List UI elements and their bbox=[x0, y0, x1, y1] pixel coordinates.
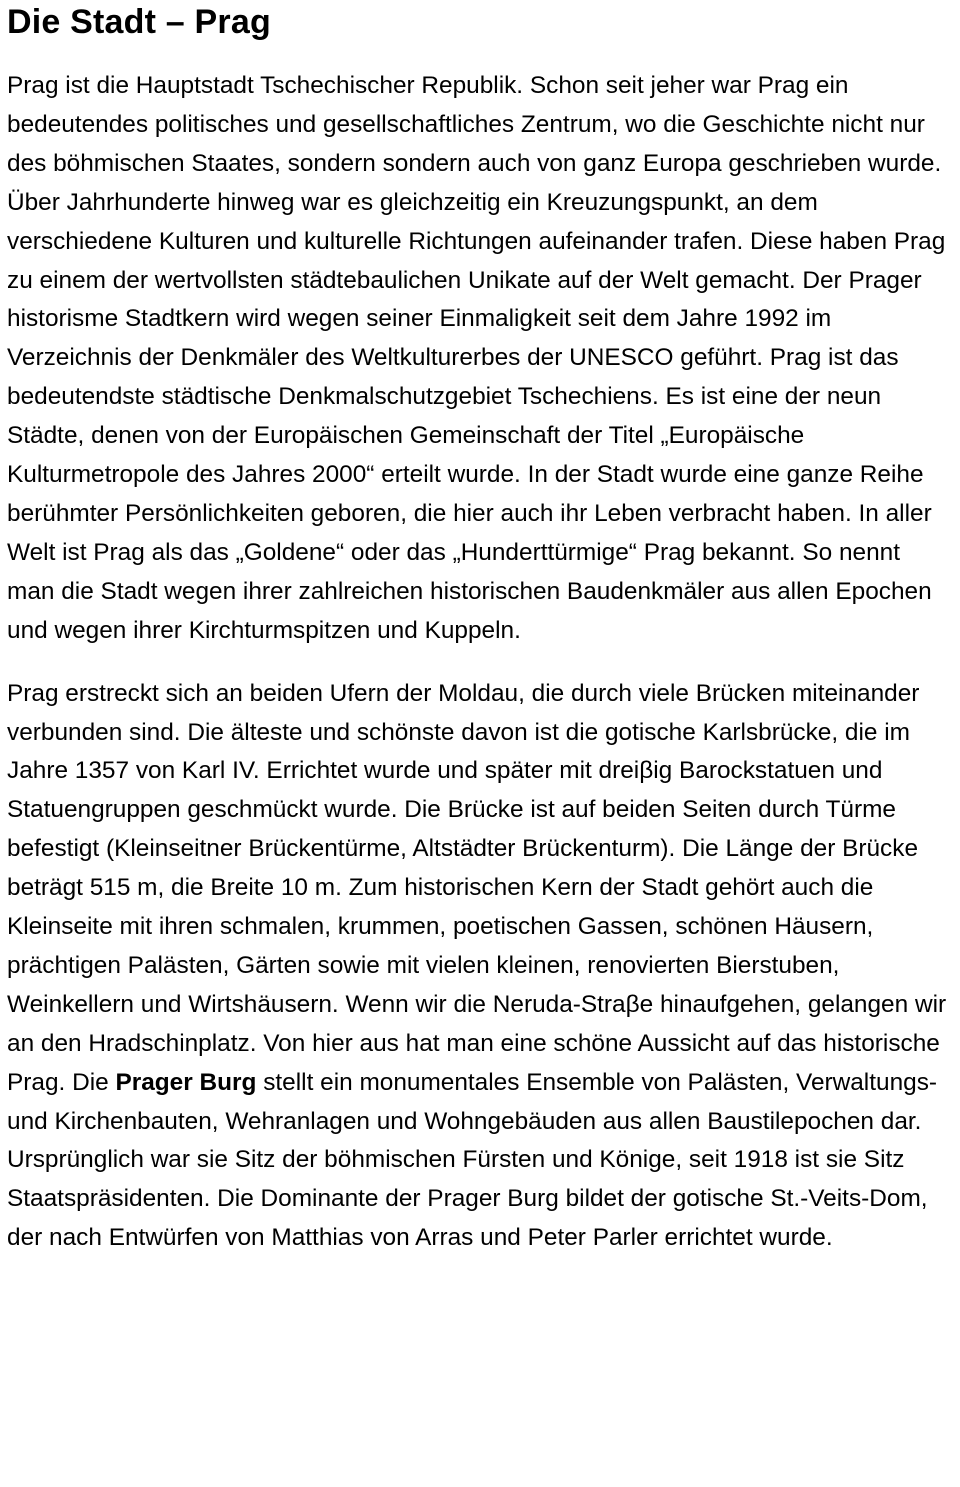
paragraph-text-part: stellt ein monumentales Ensemble von Palästen, Verwaltungs- und Kirchenbauten, Wehranlagen und Wohngebäuden aus allen Baustilepochen dar. Ursprünglich war sie Sitz der böhmischen Fürsten und Könige, seit 1918 ist sie Sitz Staatspräsidenten. Die Dominante der Prager Burg bildet der gotische St.-Veits-Dom, der nach Entwürfen von Matthias von Arras und Peter Parler errichtet wurde. bbox=[7, 1068, 938, 1252]
page-title: Die Stadt – Prag bbox=[7, 3, 271, 41]
paragraph-city-sights bbox=[7, 675, 952, 1259]
bold-term-prager-burg: Prager Burg bbox=[115, 1068, 257, 1096]
paragraph-text-part: Prag erstreckt sich an beiden Ufern der Moldau, die durch viele Brücken miteinander verbunden sind. Die älteste und schönste davon ist die gotische Karlsbrücke, die im Jahre 1357 von Karl IV. Errichtet wurde und später mit dreiβig Barockstatuen und Statuengruppen geschmückt wurde. Die Brücke ist auf beiden Seiten durch Türme befestigt (Kleinseitner Brückentürme, Altstädter Brückenturm). Die Länge der Brücke beträgt 515 m, die Breite 10 m. Zum historischen Kern der Stadt gehört auch die Kleinseite mit ihren schmalen, krummen, poetischen Gassen, schönen Häusern, prächtigen Palästen, Gärten sowie mit vielen kleinen, renovierten Bierstuben, Weinkellern und Wirtshäusern. Wenn wir die Neruda-Straβe hinaufgehen, gelangen wir an den Hradschinplatz. Von hier aus hat man eine schöne Aussicht auf das historische Prag. Die bbox=[7, 679, 947, 1096]
paragraph-history: Prag ist die Hauptstadt Tschechischer Republik. Schon seit jeher war Prag ein bedeutendes politisches und gesellschaftliches Zentrum, wo die Geschichte nicht nur des böhmischen Staates, sondern sondern auch von ganz Europa geschrieben wurde. Über Jahrhunderte hinweg war es gleichzeitig ein Kreuzungspunkt, an dem verschiedene Kulturen und kulturelle Richtungen aufeinander trafen. Diese haben Prag zu einem der wertvollsten städtebaulichen Unikate auf der Welt gemacht. Der Prager historisme Stadtkern wird wegen seiner Einmaligkeit seit dem Jahre 1992 im Verzeichnis der Denkmäler des Weltkulturerbes der UNESCO geführt. Prag ist das bedeutendste städtische Denkmalschutzgebiet Tschechiens. Es ist eine der neun Städte, denen von der Europäischen Gemeinschaft der Titel „Europäische Kulturmetropole des Jahres 2000“ erteilt wurde. In der Stadt wurde eine ganze Reihe berühmter Persönlichkeiten geboren, die hier auch ihr Leben verbracht haben. In aller Welt ist Prag als das „Goldene“ oder das „Hunderttürmige“ Prag bekannt. So nennt man die Stadt wegen ihrer zahlreichen historischen Baudenkmäler aus allen Epochen und wegen ihrer Kirchturmspitzen und Kuppeln. bbox=[7, 72, 946, 644]
